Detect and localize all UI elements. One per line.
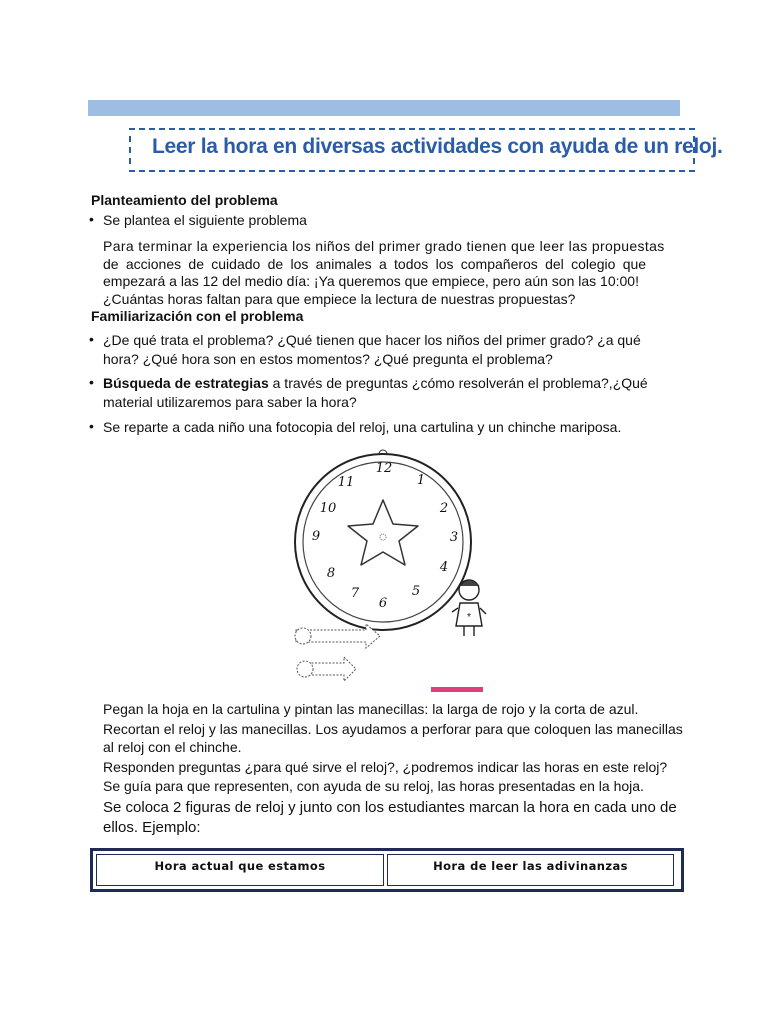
instruction-line: Se coloca 2 figuras de reloj y junto con los estudiantes marcan la hora en cada uno de xyxy=(103,799,677,816)
bullet-text-rest: a través de preguntas ¿cómo resolverán el problema?,¿Qué xyxy=(268,375,648,391)
instruction-line: Recortan el reloj y las manecillas. Los ayudamos a perforar para que coloquen las manecillas xyxy=(103,721,683,737)
paragraph-line: ¿Cuántas horas faltan para que empiece la lectura de nuestras propuestas? xyxy=(103,291,576,307)
bullet-text: Se reparte a cada niño una fotocopia del reloj, una cartulina y un chinche mariposa. xyxy=(103,419,622,435)
title-frame-left-edge xyxy=(129,136,131,164)
clock-number: 9 xyxy=(311,529,321,544)
instruction-line: Se guía para que representen, con ayuda de su reloj, las horas presentadas en la hoja. xyxy=(103,778,644,794)
image-credit-strip xyxy=(431,687,483,692)
instruction-line: al reloj con el chinche. xyxy=(103,739,242,755)
clock-number: 1 xyxy=(416,473,426,488)
clock-number: 11 xyxy=(337,475,355,490)
bold-label: Búsqueda de estrategias xyxy=(103,375,269,391)
clock-number: 12 xyxy=(375,461,393,476)
bullet-text: hora? ¿Qué hora son en estos momentos? ¿Qué pregunta el problema? xyxy=(103,351,553,367)
clock-illustration xyxy=(276,440,496,700)
short-hand-base xyxy=(297,661,313,677)
clock-number: 4 xyxy=(439,560,449,575)
clock-number: 8 xyxy=(326,566,336,581)
clock-number: 7 xyxy=(350,586,360,601)
section-heading-familiarizacion: Familiarización con el problema xyxy=(91,308,304,324)
table-header-reading-time: Hora de leer las adivinanzas xyxy=(387,854,674,886)
paragraph-line: Para terminar la experiencia los niños del primer grado tienen que leer las propuestas xyxy=(103,238,665,254)
header-bar xyxy=(88,100,680,116)
bullet-icon: • xyxy=(89,418,94,434)
bullet-icon: • xyxy=(89,374,94,390)
paragraph-line: de acciones de cuidado de los animales a todos los compañeros del colegio que xyxy=(103,256,647,272)
long-hand-base xyxy=(295,628,311,644)
clock-number: 10 xyxy=(319,501,337,516)
instruction-line: Responden preguntas ¿para qué sirve el reloj?, ¿podremos indicar las horas en este reloj? xyxy=(103,759,668,775)
paragraph-line: empezará a las 12 del medio día: ¡Ya queremos que empiece, pero aún son las 10:00! xyxy=(103,273,639,289)
bullet-icon: • xyxy=(89,331,94,347)
clock-number: 6 xyxy=(378,596,388,611)
bullet-text: material utilizaremos para saber la hora? xyxy=(103,394,357,410)
bullet-text: ¿De qué trata el problema? ¿Qué tienen que hacer los niños del primer grado? ¿a qué xyxy=(103,332,641,348)
clock-number: 2 xyxy=(439,501,449,516)
bullet-text: Se plantea el siguiente problema xyxy=(103,212,307,228)
bullet-text xyxy=(103,374,648,392)
svg-text:*: * xyxy=(467,612,471,623)
table-header-current-time: Hora actual que estamos xyxy=(96,854,384,886)
hours-table xyxy=(90,848,684,892)
instruction-line: ellos. Ejemplo: xyxy=(103,819,201,836)
page-title: Leer la hora en diversas actividades con ayuda de un reloj. xyxy=(152,135,723,158)
clock-number: 5 xyxy=(411,584,421,599)
instruction-line: Pegan la hoja en la cartulina y pintan las manecillas: la larga de rojo y la corta de azul. xyxy=(103,701,639,717)
section-heading-planteamiento: Planteamiento del problema xyxy=(91,192,278,208)
bullet-icon: • xyxy=(89,211,94,227)
clock-number: 3 xyxy=(449,530,459,545)
